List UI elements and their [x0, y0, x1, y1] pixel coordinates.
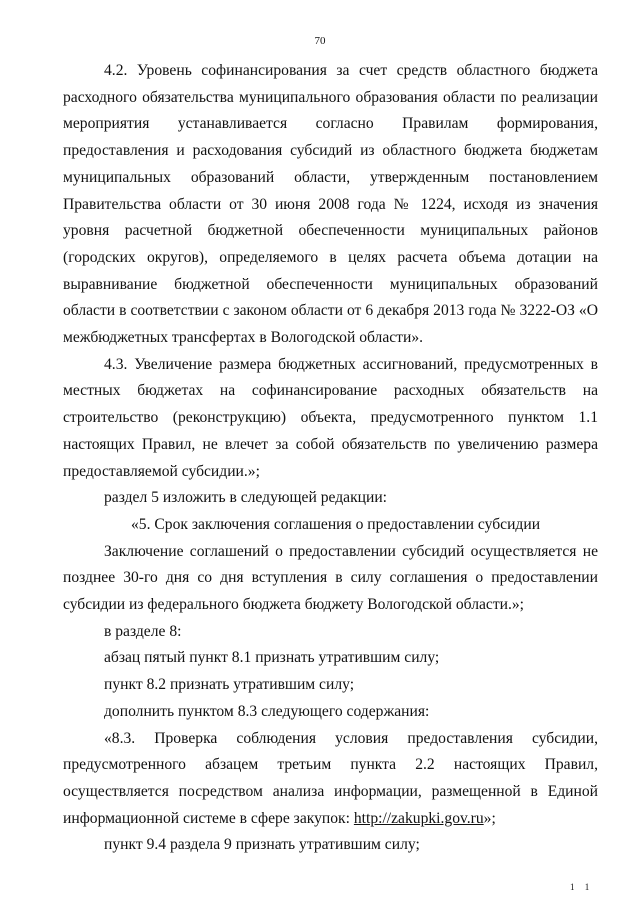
line-add-8-3: дополнить пунктом 8.3 следующего содержания:: [104, 702, 430, 720]
line-8-2: пункт 8.2 признать утратившим силу;: [104, 676, 355, 694]
line-section-5: раздел 5 изложить в следующей редакции:: [104, 489, 388, 507]
paragraph-8-3-text: «8.3. Проверка соблюдения условия предоставления субсидии, предусмотренного абзацем третьим пункта 2.2 настоящих Правил, осуществляется посредством анализа информации, размещенной в Единой информационной системе в сфере закупок:: [63, 729, 598, 827]
zakupki-link[interactable]: http://zakupki.gov.ru: [353, 809, 484, 827]
line-8-1: абзац пятый пункт 8.1 признать утратившим силу;: [104, 649, 440, 667]
corner-marks: 1 1: [570, 882, 594, 892]
paragraph-8-3-end: »;: [483, 809, 496, 827]
paragraph-4-3: 4.3. Увеличение размера бюджетных ассигнований, предусмотренных в местных бюджетах на софинансирование расходных обязательств на строительство (реконструкцию) объекта, предусмотренного пунктом 1.1 настоящих Правил, не влечет за собой обязательств по увеличению размера предоставляемой субсидии.»;: [63, 355, 598, 480]
document-body: [63, 58, 598, 859]
paragraph-agreement: Заключение соглашений о предоставлении субсидий осуществляется не позднее 30-го дня со дня вступления в силу соглашения о предоставлении субсидии из федерального бюджета бюджету Вологодской области.»;: [63, 542, 598, 614]
page-number: 70: [314, 35, 326, 47]
paragraph-8-3: [63, 726, 598, 833]
line-9-4: пункт 9.4 раздела 9 признать утратившим силу;: [104, 836, 420, 854]
section-5-title: «5. Срок заключения соглашения о предоставлении субсидии: [131, 515, 541, 533]
paragraph-4-2: 4.2. Уровень софинансирования за счет средств областного бюджета расходного обязательства муниципального образования области по реализации мероприятия устанавливается согласно Правилам формирования, предоставления и расходования субсидий из областного бюджета бюджетам муниципальных образований области, утвержденным постановлением Правительства области от 30 июня 2008 года № 1224, исходя из значения уровня расчетной бюджетной обеспеченности муниципальных районов (городских округов), определяемого в целях расчета объема дотации на выравнивание бюджетной обеспеченности муниципальных образований области в соответствии с законом области от 6 декабря 2013 года № 3222-ОЗ «О межбюджетных трансфертах в Вологодской области».: [63, 62, 598, 347]
line-section-8: в разделе 8:: [104, 622, 182, 640]
